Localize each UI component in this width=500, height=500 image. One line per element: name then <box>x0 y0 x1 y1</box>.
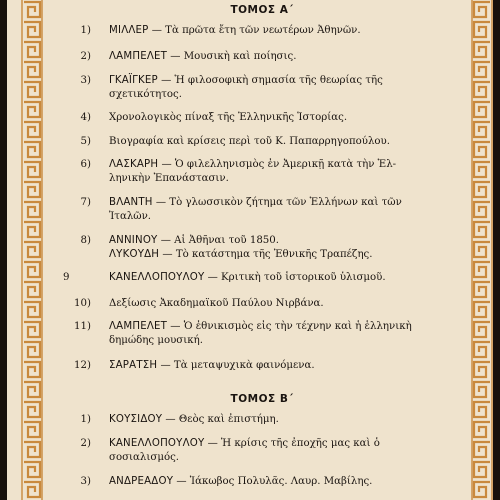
entry-title: — Θεὸς καὶ ἐπιστήμη. <box>162 414 279 425</box>
entry-title: — Ἰάκωβος Πολυλᾶς. Λαυρ. Μαβίλης. <box>173 476 373 487</box>
entry-author: ΒΛΑΝΤΗ <box>109 197 153 208</box>
meander-pattern-icon <box>471 0 493 500</box>
entry-number: 9 <box>63 272 70 283</box>
entry-author: ΣΑΡΑΤΣΗ <box>109 360 158 371</box>
entry-number: 1) <box>80 414 91 425</box>
entry-title: — Μουσικὴ καὶ ποίησις. <box>167 51 297 62</box>
volume-b-heading: ΤΟΜΟΣ Β΄ <box>230 393 294 405</box>
entry-title: — Ἡ κρίσις τῆς ἐποχῆς μας καὶ ὁ <box>204 438 380 449</box>
entry-title: Χρονολογικὸς πίναξ τῆς Ἑλληνικῆς Ἱστορίας. <box>109 112 348 123</box>
meander-pattern-icon <box>21 0 43 500</box>
entry-title: — Αἱ Ἀθῆναι τοῦ 1850. <box>157 235 280 246</box>
entry-title: Δεξίωσις Ἀκαδημαϊκοῦ Παύλου Νιρβάνα. <box>109 298 324 309</box>
entry-author: ΚΟΥΣΙΔΟΥ <box>109 414 163 425</box>
entry-author: ΛΑΜΠΕΛΕΤ <box>109 51 168 62</box>
entry-title-continued: σχετικότητος. <box>109 89 182 100</box>
entry-title-continued: δημώδης μουσική. <box>109 335 203 346</box>
entry-number: 11) <box>74 321 91 332</box>
entry-number: 7) <box>80 197 91 208</box>
book-page <box>7 0 493 500</box>
entry-number: 2) <box>80 438 91 449</box>
entry-title-continued: ληνικὴν Ἐπανάστασιν. <box>109 173 229 184</box>
entry-author: ΛΥΚΟΥΔΗ <box>109 249 160 260</box>
entry-title: — Ἡ φιλοσοφικὴ σημασία τῆς θεωρίας τῆς <box>157 75 383 86</box>
entry-title: — Τὸ κατάστημα τῆς Ἐθνικῆς Τραπέζης. <box>159 249 373 260</box>
entry-title: — Τὰ μεταψυχικὰ φαινόμενα. <box>157 360 315 371</box>
entry-author: ΑΝΔΡΕΑΔΟΥ <box>109 476 174 487</box>
volume-a-heading: ΤΟΜΟΣ Α΄ <box>230 4 294 16</box>
table-of-contents <box>57 0 467 500</box>
entry-number: 4) <box>80 112 91 123</box>
entry-title: Βιογραφία καὶ κρίσεις περὶ τοῦ Κ. Παπαρρηγοπούλου. <box>109 136 390 147</box>
entry-title: — Τὰ πρῶτα ἔτη τῶν νεωτέρων Ἀθηνῶν. <box>148 25 361 36</box>
entry-number: 5) <box>80 136 91 147</box>
entry-author: ΛΑΣΚΑΡΗ <box>109 159 159 170</box>
entry-author: ΜΙΛΛΕΡ <box>109 25 149 36</box>
entry-number: 10) <box>74 298 91 309</box>
entry-number: 8) <box>80 235 91 246</box>
entry-author: ΓΚΑΪΓΚΕΡ <box>109 75 158 86</box>
entry-number: 6) <box>80 159 91 170</box>
entry-title: — Τὸ γλωσσικὸν ζήτημα τῶν Ἑλλήνων καὶ τῶν <box>152 197 402 208</box>
greek-key-border-right <box>471 0 493 500</box>
entry-title: — Κριτικὴ τοῦ ἱστορικοῦ ὑλισμοῦ. <box>204 272 386 283</box>
entry-number: 12) <box>74 360 91 371</box>
entry-title-continued: σοσιαλισμός. <box>109 452 180 463</box>
entry-title: — Ὁ ἐθνικισμὸς εἰς τὴν τέχνην καὶ ἡ ἑλληνικὴ <box>167 321 412 332</box>
entry-number: 3) <box>80 476 91 487</box>
entry-number: 2) <box>80 51 91 62</box>
greek-key-border-left <box>21 0 43 500</box>
entry-number: 1) <box>80 25 91 36</box>
entry-author: ΚΑΝΕΛΛΟΠΟΥΛΟΥ <box>109 438 205 449</box>
entry-author: ΑΝΝΙΝΟΥ <box>109 235 158 246</box>
entry-title-continued: Ἰταλῶν. <box>109 211 152 222</box>
entry-author: ΚΑΝΕΛΛΟΠΟΥΛΟΥ <box>109 272 205 283</box>
entry-title: — Ὁ φιλελληνισμὸς ἐν Ἀμερικῇ κατὰ τὴν Ἑλ- <box>158 159 397 170</box>
entry-number: 3) <box>80 75 91 86</box>
entry-author: ΛΑΜΠΕΛΕΤ <box>109 321 168 332</box>
